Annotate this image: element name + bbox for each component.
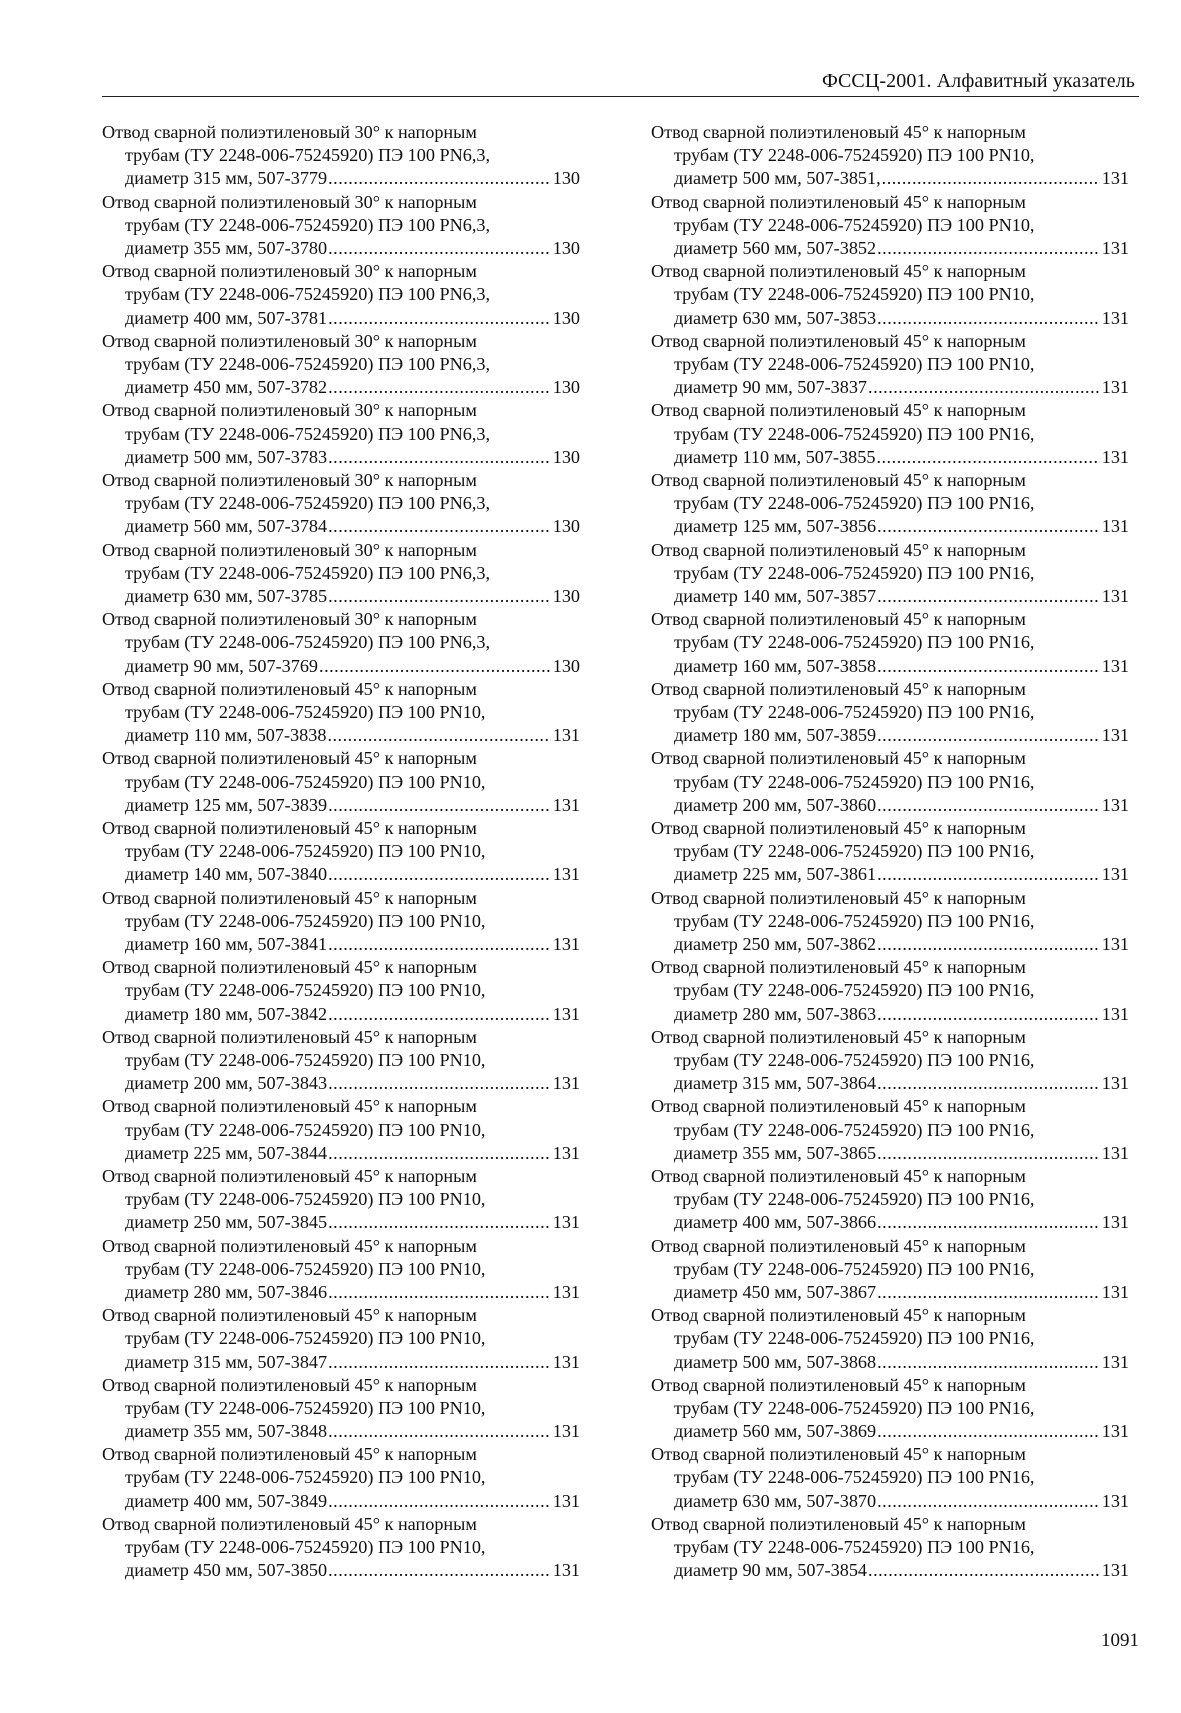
- entry-page-ref: 131: [1101, 1351, 1129, 1372]
- entry-diameter-code: диаметр 560 мм, 507-3869: [674, 1421, 877, 1442]
- entry-title-line: Отвод сварной полиэтиленовый 30° к напорным: [102, 122, 477, 142]
- index-entry: [651, 469, 1129, 539]
- entry-title-line: Отвод сварной полиэтиленовый 45° к напорным: [651, 887, 1026, 908]
- entry-spec-line: трубам (ТУ 2248-006-75245920) ПЭ 100 PN10,: [125, 701, 486, 722]
- page-number: 1091: [1101, 1630, 1139, 1651]
- entry-spec-line: трубам (ТУ 2248-006-75245920) ПЭ 100 PN10,: [674, 145, 1035, 166]
- dot-leader: [877, 1281, 1100, 1304]
- entry-diameter-code: диаметр 250 мм, 507-3862: [674, 933, 877, 954]
- entry-diameter-code: диаметр 140 мм, 507-3840: [125, 864, 328, 885]
- entry-diameter-code: диаметр 500 мм, 507-3868: [674, 1351, 877, 1372]
- entry-diameter-code: диаметр 180 мм, 507-3859: [674, 725, 877, 746]
- entry-spec-line: трубам (ТУ 2248-006-75245920) ПЭ 100 PN16,: [674, 632, 1035, 653]
- index-entry: [651, 1513, 1129, 1583]
- header-title: ФССЦ-2001. Алфавитный указатель: [822, 70, 1135, 92]
- entry-detail-line: [102, 585, 580, 608]
- dot-leader: [328, 237, 551, 260]
- entry-title-line: Отвод сварной полиэтиленовый 30° к напорным: [102, 469, 477, 490]
- entry-title-line: Отвод сварной полиэтиленовый 45° к напорным: [651, 678, 1026, 699]
- entry-page-ref: 131: [552, 1073, 580, 1094]
- entry-detail-line: [102, 1420, 580, 1443]
- entry-spec-line: трубам (ТУ 2248-006-75245920) ПЭ 100 PN16,: [674, 493, 1035, 514]
- index-entry: [102, 678, 580, 748]
- entry-title-line: Отвод сварной полиэтиленовый 45° к напорным: [102, 957, 477, 978]
- entry-title-line: Отвод сварной полиэтиленовый 45° к напорным: [651, 1026, 1026, 1047]
- dot-leader: [877, 1420, 1100, 1443]
- entry-spec-line: трубам (ТУ 2248-006-75245920) ПЭ 100 PN10,: [125, 910, 486, 931]
- entry-spec-line: трубам (ТУ 2248-006-75245920) ПЭ 100 PN16,: [674, 841, 1035, 862]
- index-entry: [102, 1513, 580, 1583]
- entry-diameter-code: диаметр 125 мм, 507-3839: [125, 794, 328, 815]
- entry-diameter-code: диаметр 400 мм, 507-3849: [125, 1490, 328, 1511]
- entry-diameter-code: диаметр 400 мм, 507-3781: [125, 307, 328, 328]
- entry-diameter-code: диаметр 90 мм, 507-3769: [125, 655, 319, 676]
- entry-title-line: Отвод сварной полиэтиленовый 45° к напорным: [651, 1165, 1026, 1186]
- entry-title-line: Отвод сварной полиэтиленовый 45° к напорным: [102, 1096, 477, 1117]
- entry-spec-line: трубам (ТУ 2248-006-75245920) ПЭ 100 PN16,: [674, 1328, 1035, 1349]
- entry-page-ref: 131: [1101, 1142, 1129, 1163]
- dot-leader: [877, 1142, 1100, 1165]
- entry-title-line: Отвод сварной полиэтиленовый 45° к напорным: [651, 957, 1026, 978]
- entry-page-ref: 131: [552, 794, 580, 815]
- dot-leader: [328, 585, 551, 608]
- dot-leader: [876, 446, 1099, 469]
- index-entry: [102, 1235, 580, 1305]
- entry-title-line: Отвод сварной полиэтиленовый 45° к напорным: [651, 1235, 1026, 1256]
- entry-detail-line: [651, 515, 1129, 538]
- entry-spec-line: трубам (ТУ 2248-006-75245920) ПЭ 100 PN6,3,: [125, 632, 491, 653]
- entry-detail-line: [102, 307, 580, 330]
- entry-page-ref: 131: [552, 1351, 580, 1372]
- entry-title-line: Отвод сварной полиэтиленовый 45° к напорным: [651, 1096, 1026, 1117]
- index-entry: [102, 539, 580, 609]
- entry-spec-line: трубам (ТУ 2248-006-75245920) ПЭ 100 PN10,: [125, 1328, 486, 1349]
- dot-leader: [328, 1420, 551, 1443]
- entry-detail-line: [651, 376, 1129, 399]
- entry-page-ref: 130: [552, 446, 580, 467]
- entry-detail-line: [651, 863, 1129, 886]
- entry-detail-line: [102, 515, 580, 538]
- entry-spec-line: трубам (ТУ 2248-006-75245920) ПЭ 100 PN16,: [674, 701, 1035, 722]
- entry-diameter-code: диаметр 250 мм, 507-3845: [125, 1212, 328, 1233]
- dot-leader: [328, 1211, 551, 1234]
- entry-page-ref: 130: [552, 307, 580, 328]
- dot-leader: [328, 1490, 551, 1513]
- entry-spec-line: трубам (ТУ 2248-006-75245920) ПЭ 100 PN10,: [125, 1189, 486, 1210]
- entry-page-ref: 131: [1101, 307, 1129, 328]
- entry-spec-line: трубам (ТУ 2248-006-75245920) ПЭ 100 PN16,: [674, 771, 1035, 792]
- entry-diameter-code: диаметр 560 мм, 507-3852: [674, 238, 877, 258]
- entry-detail-line: [651, 1351, 1129, 1374]
- index-entry: [651, 887, 1129, 957]
- entry-detail-line: [102, 655, 580, 678]
- entry-detail-line: [102, 167, 580, 190]
- entry-spec-line: трубам (ТУ 2248-006-75245920) ПЭ 100 PN6,3,: [125, 284, 491, 305]
- entry-title-line: Отвод сварной полиэтиленовый 30° к напорным: [102, 191, 477, 212]
- entry-page-ref: 130: [552, 655, 580, 676]
- entry-title-line: Отвод сварной полиэтиленовый 45° к напорным: [102, 1444, 477, 1465]
- index-entry: [102, 817, 580, 887]
- entry-detail-line: [102, 1211, 580, 1234]
- entry-diameter-code: диаметр 315 мм, 507-3847: [125, 1351, 328, 1372]
- index-entry: [651, 747, 1129, 817]
- entry-page-ref: 131: [1101, 168, 1129, 189]
- entry-page-ref: 130: [552, 516, 580, 537]
- dot-leader: [877, 863, 1100, 886]
- entry-title-line: Отвод сварной полиэтиленовый 45° к напорным: [651, 1513, 1026, 1534]
- entry-page-ref: 131: [552, 1142, 580, 1163]
- index-entry: [651, 191, 1129, 261]
- index-entry: [651, 260, 1129, 330]
- entry-page-ref: 131: [1101, 1212, 1129, 1233]
- entry-title-line: Отвод сварной полиэтиленовый 45° к напорным: [651, 1444, 1026, 1465]
- index-column-right: [651, 121, 1129, 1582]
- entry-page-ref: 130: [552, 168, 580, 189]
- entry-diameter-code: диаметр 500 мм, 507-3783: [125, 446, 328, 467]
- dot-leader: [328, 446, 551, 469]
- entry-title-line: Отвод сварной полиэтиленовый 45° к напорным: [102, 1374, 477, 1395]
- entry-detail-line: [102, 376, 580, 399]
- entry-title-line: Отвод сварной полиэтиленовый 45° к напорным: [651, 191, 1026, 212]
- entry-page-ref: 130: [552, 585, 580, 606]
- index-entry: [651, 817, 1129, 887]
- index-entry: [651, 121, 1129, 191]
- entry-page-ref: 131: [552, 864, 580, 885]
- entry-diameter-code: диаметр 560 мм, 507-3784: [125, 516, 328, 537]
- entry-spec-line: трубам (ТУ 2248-006-75245920) ПЭ 100 PN6,3,: [125, 493, 491, 514]
- dot-leader: [877, 655, 1100, 678]
- entry-page-ref: 131: [552, 1003, 580, 1024]
- index-entry: [102, 1443, 580, 1513]
- entry-detail-line: [102, 1351, 580, 1374]
- entry-diameter-code: диаметр 630 мм, 507-3870: [674, 1490, 877, 1511]
- entry-page-ref: 131: [552, 1490, 580, 1511]
- entry-diameter-code: диаметр 180 мм, 507-3842: [125, 1003, 328, 1024]
- entry-page-ref: 131: [1101, 1073, 1129, 1094]
- index-entry: [651, 1026, 1129, 1096]
- entry-spec-line: трубам (ТУ 2248-006-75245920) ПЭ 100 PN16,: [674, 1467, 1035, 1488]
- index-entry: [102, 1095, 580, 1165]
- entry-diameter-code: диаметр 160 мм, 507-3858: [674, 655, 877, 676]
- dot-leader: [877, 1072, 1100, 1095]
- dot-leader: [328, 863, 551, 886]
- index-entry: [102, 1026, 580, 1096]
- entry-page-ref: 131: [1101, 585, 1129, 606]
- entry-title-line: Отвод сварной полиэтиленовый 45° к напорным: [651, 1305, 1026, 1326]
- entry-page-ref: 131: [1101, 377, 1129, 398]
- entry-detail-line: [651, 933, 1129, 956]
- index-entry: [651, 539, 1129, 609]
- entry-spec-line: трубам (ТУ 2248-006-75245920) ПЭ 100 PN16,: [674, 910, 1035, 931]
- entry-detail-line: [102, 237, 580, 260]
- entry-diameter-code: диаметр 355 мм, 507-3780: [125, 238, 328, 258]
- entry-detail-line: [102, 724, 580, 747]
- entry-page-ref: 131: [1101, 238, 1129, 258]
- entry-spec-line: трубам (ТУ 2248-006-75245920) ПЭ 100 PN16,: [674, 423, 1035, 444]
- entry-diameter-code: диаметр 355 мм, 507-3848: [125, 1421, 328, 1442]
- index-entry: [651, 1165, 1129, 1235]
- entry-detail-line: [651, 1490, 1129, 1513]
- entry-spec-line: трубам (ТУ 2248-006-75245920) ПЭ 100 PN16,: [674, 1258, 1035, 1279]
- entry-diameter-code: диаметр 630 мм, 507-3785: [125, 585, 328, 606]
- entry-diameter-code: диаметр 110 мм, 507-3838: [125, 725, 327, 746]
- entry-page-ref: 131: [552, 1560, 580, 1581]
- entry-page-ref: 131: [1101, 794, 1129, 815]
- entry-detail-line: [651, 1072, 1129, 1095]
- entry-diameter-code: диаметр 500 мм, 507-3851,: [674, 168, 881, 189]
- entry-diameter-code: диаметр 450 мм, 507-3782: [125, 377, 328, 398]
- entry-title-line: Отвод сварной полиэтиленовый 45° к напорным: [651, 330, 1026, 351]
- entry-diameter-code: диаметр 110 мм, 507-3855: [674, 446, 876, 467]
- entry-title-line: Отвод сварной полиэтиленовый 45° к напорным: [651, 1374, 1026, 1395]
- entry-title-line: Отвод сварной полиэтиленовый 30° к напорным: [102, 261, 477, 282]
- dot-leader: [328, 1003, 551, 1026]
- index-entry: [102, 399, 580, 469]
- entry-detail-line: [651, 585, 1129, 608]
- entry-detail-line: [102, 933, 580, 956]
- entry-title-line: Отвод сварной полиэтиленовый 45° к напорным: [102, 1165, 477, 1186]
- index-entry: [651, 956, 1129, 1026]
- index-entry: [102, 121, 580, 191]
- index-entry: [651, 1095, 1129, 1165]
- entry-detail-line: [102, 794, 580, 817]
- entry-title-line: Отвод сварной полиэтиленовый 30° к напорным: [102, 539, 477, 560]
- header-rule: [102, 96, 1139, 97]
- entry-diameter-code: диаметр 200 мм, 507-3860: [674, 794, 877, 815]
- entry-diameter-code: диаметр 160 мм, 507-3841: [125, 933, 328, 954]
- dot-leader: [877, 515, 1100, 538]
- entry-spec-line: трубам (ТУ 2248-006-75245920) ПЭ 100 PN16,: [674, 1397, 1035, 1418]
- entry-detail-line: [651, 167, 1129, 190]
- entry-diameter-code: диаметр 315 мм, 507-3864: [674, 1073, 877, 1094]
- dot-leader: [319, 655, 551, 678]
- entry-spec-line: трубам (ТУ 2248-006-75245920) ПЭ 100 PN16,: [674, 980, 1035, 1001]
- entry-page-ref: 131: [1101, 725, 1129, 746]
- entry-detail-line: [102, 1559, 580, 1582]
- entry-spec-line: трубам (ТУ 2248-006-75245920) ПЭ 100 PN10,: [125, 1258, 486, 1279]
- entry-page-ref: 131: [1101, 1421, 1129, 1442]
- dot-leader: [328, 307, 551, 330]
- entry-spec-line: трубам (ТУ 2248-006-75245920) ПЭ 100 PN16,: [674, 562, 1035, 583]
- entry-page-ref: 131: [1101, 1281, 1129, 1302]
- dot-leader: [328, 167, 551, 190]
- entry-spec-line: трубам (ТУ 2248-006-75245920) ПЭ 100 PN10,: [125, 1537, 486, 1558]
- entry-detail-line: [102, 863, 580, 886]
- entry-detail-line: [102, 1490, 580, 1513]
- dot-leader: [328, 794, 551, 817]
- index-entry: [102, 191, 580, 261]
- entry-page-ref: 131: [552, 1421, 580, 1442]
- dot-leader: [877, 794, 1100, 817]
- entry-diameter-code: диаметр 630 мм, 507-3853: [674, 307, 877, 328]
- entry-diameter-code: диаметр 125 мм, 507-3856: [674, 516, 877, 537]
- entry-diameter-code: диаметр 315 мм, 507-3779: [125, 168, 328, 189]
- entry-detail-line: [651, 446, 1129, 469]
- index-entry: [651, 399, 1129, 469]
- entry-title-line: Отвод сварной полиэтиленовый 45° к напорным: [651, 609, 1026, 630]
- dot-leader: [328, 1559, 551, 1582]
- dot-leader: [882, 167, 1100, 190]
- entry-spec-line: трубам (ТУ 2248-006-75245920) ПЭ 100 PN10,: [125, 1467, 486, 1488]
- entry-spec-line: трубам (ТУ 2248-006-75245920) ПЭ 100 PN16,: [674, 1049, 1035, 1070]
- entry-spec-line: трубам (ТУ 2248-006-75245920) ПЭ 100 PN10,: [125, 771, 486, 792]
- entry-diameter-code: диаметр 225 мм, 507-3861: [674, 864, 877, 885]
- entry-page-ref: 131: [552, 1212, 580, 1233]
- entry-detail-line: [651, 1420, 1129, 1443]
- entry-page-ref: 131: [1101, 446, 1129, 467]
- entry-title-line: Отвод сварной полиэтиленовый 45° к напорным: [651, 261, 1026, 282]
- entry-spec-line: трубам (ТУ 2248-006-75245920) ПЭ 100 PN10,: [125, 1049, 486, 1070]
- dot-leader: [327, 724, 550, 747]
- index-column-left: [102, 121, 580, 1582]
- dot-leader: [328, 515, 551, 538]
- index-entry: [651, 1235, 1129, 1305]
- entry-page-ref: 131: [552, 725, 580, 746]
- entry-detail-line: [651, 1003, 1129, 1026]
- entry-title-line: Отвод сварной полиэтиленовый 45° к напорным: [102, 817, 477, 838]
- index-entry: [102, 1165, 580, 1235]
- entry-diameter-code: диаметр 355 мм, 507-3865: [674, 1142, 877, 1163]
- entry-title-line: Отвод сварной полиэтиленовый 45° к напорным: [651, 469, 1026, 490]
- entry-diameter-code: диаметр 400 мм, 507-3866: [674, 1212, 877, 1233]
- entry-title-line: Отвод сварной полиэтиленовый 30° к напорным: [102, 400, 477, 421]
- entry-title-line: Отвод сварной полиэтиленовый 45° к напорным: [651, 748, 1026, 769]
- index-entry: [651, 1443, 1129, 1513]
- entry-diameter-code: диаметр 450 мм, 507-3867: [674, 1281, 877, 1302]
- entry-diameter-code: диаметр 225 мм, 507-3844: [125, 1142, 328, 1163]
- entry-detail-line: [651, 1211, 1129, 1234]
- entry-title-line: Отвод сварной полиэтиленовый 45° к напорным: [102, 1305, 477, 1326]
- entry-diameter-code: диаметр 140 мм, 507-3857: [674, 585, 877, 606]
- entry-detail-line: [651, 1281, 1129, 1304]
- entry-spec-line: трубам (ТУ 2248-006-75245920) ПЭ 100 PN6,3,: [125, 214, 491, 235]
- index-entry: [102, 330, 580, 400]
- dot-leader: [877, 724, 1100, 747]
- index-entry: [651, 1374, 1129, 1444]
- entry-spec-line: трубам (ТУ 2248-006-75245920) ПЭ 100 PN10,: [125, 1397, 486, 1418]
- index-entry: [102, 260, 580, 330]
- entry-spec-line: трубам (ТУ 2248-006-75245920) ПЭ 100 PN16,: [674, 1119, 1035, 1140]
- entry-title-line: Отвод сварной полиэтиленовый 45° к напорным: [651, 539, 1026, 560]
- entry-spec-line: трубам (ТУ 2248-006-75245920) ПЭ 100 PN16,: [674, 1189, 1035, 1210]
- dot-leader: [877, 1003, 1100, 1026]
- entry-title-line: Отвод сварной полиэтиленовый 30° к напорным: [102, 609, 477, 630]
- entry-diameter-code: диаметр 200 мм, 507-3843: [125, 1073, 328, 1094]
- entry-page-ref: 131: [1101, 655, 1129, 676]
- entry-title-line: Отвод сварной полиэтиленовый 45° к напорным: [102, 748, 477, 769]
- index-entry: [651, 608, 1129, 678]
- index-entry: [651, 678, 1129, 748]
- entry-page-ref: 131: [1101, 516, 1129, 537]
- entry-detail-line: [102, 1003, 580, 1026]
- entry-spec-line: трубам (ТУ 2248-006-75245920) ПЭ 100 PN6,3,: [125, 353, 491, 374]
- index-entry: [102, 608, 580, 678]
- index-entry: [102, 1374, 580, 1444]
- entry-detail-line: [102, 1142, 580, 1165]
- entry-diameter-code: диаметр 280 мм, 507-3863: [674, 1003, 877, 1024]
- index-entry: [102, 1304, 580, 1374]
- entry-spec-line: трубам (ТУ 2248-006-75245920) ПЭ 100 PN10,: [674, 284, 1035, 305]
- entry-page-ref: 131: [1101, 1560, 1129, 1581]
- dot-leader: [877, 933, 1100, 956]
- entry-page-ref: 131: [1101, 933, 1129, 954]
- index-entry: [102, 747, 580, 817]
- dot-leader: [877, 585, 1100, 608]
- entry-title-line: Отвод сварной полиэтиленовый 30° к напорным: [102, 330, 477, 351]
- dot-leader: [328, 1072, 551, 1095]
- entry-diameter-code: диаметр 280 мм, 507-3846: [125, 1281, 328, 1302]
- entry-spec-line: трубам (ТУ 2248-006-75245920) ПЭ 100 PN10,: [674, 214, 1035, 235]
- entry-detail-line: [651, 655, 1129, 678]
- entry-detail-line: [651, 724, 1129, 747]
- index-entry: [651, 1304, 1129, 1374]
- entry-spec-line: трубам (ТУ 2248-006-75245920) ПЭ 100 PN16,: [674, 1537, 1035, 1558]
- dot-leader: [328, 376, 551, 399]
- entry-page-ref: 131: [1101, 864, 1129, 885]
- entry-page-ref: 130: [552, 238, 580, 258]
- entry-diameter-code: диаметр 450 мм, 507-3850: [125, 1560, 328, 1581]
- entry-diameter-code: диаметр 90 мм, 507-3854: [674, 1560, 868, 1581]
- entry-title-line: Отвод сварной полиэтиленовый 45° к напорным: [102, 1513, 477, 1534]
- entry-detail-line: [102, 1072, 580, 1095]
- entry-spec-line: трубам (ТУ 2248-006-75245920) ПЭ 100 PN6,3,: [125, 562, 491, 583]
- entry-title-line: Отвод сварной полиэтиленовый 45° к напорным: [102, 887, 477, 908]
- entry-detail-line: [651, 237, 1129, 260]
- entry-page-ref: 131: [1101, 1003, 1129, 1024]
- entry-detail-line: [651, 1559, 1129, 1582]
- entry-detail-line: [102, 1281, 580, 1304]
- index-entry: [102, 956, 580, 1026]
- dot-leader: [877, 307, 1100, 330]
- dot-leader: [328, 933, 551, 956]
- entry-detail-line: [102, 446, 580, 469]
- index-entry: [102, 469, 580, 539]
- dot-leader: [328, 1351, 551, 1374]
- entry-page-ref: 131: [552, 933, 580, 954]
- entry-page-ref: 131: [552, 1281, 580, 1302]
- entry-page-ref: 130: [552, 377, 580, 398]
- entry-title-line: Отвод сварной полиэтиленовый 45° к напорным: [102, 678, 477, 699]
- entry-spec-line: трубам (ТУ 2248-006-75245920) ПЭ 100 PN6,3,: [125, 145, 491, 166]
- dot-leader: [877, 1351, 1100, 1374]
- entry-page-ref: 131: [1101, 1490, 1129, 1511]
- dot-leader: [328, 1142, 551, 1165]
- dot-leader: [868, 376, 1100, 399]
- entry-detail-line: [651, 1142, 1129, 1165]
- entry-spec-line: трубам (ТУ 2248-006-75245920) ПЭ 100 PN6,3,: [125, 423, 491, 444]
- entry-diameter-code: диаметр 90 мм, 507-3837: [674, 377, 868, 398]
- entry-title-line: Отвод сварной полиэтиленовый 45° к напорным: [651, 122, 1026, 142]
- entry-spec-line: трубам (ТУ 2248-006-75245920) ПЭ 100 PN10,: [125, 1119, 486, 1140]
- dot-leader: [877, 237, 1100, 260]
- entry-title-line: Отвод сварной полиэтиленовый 45° к напорным: [102, 1026, 477, 1047]
- entry-title-line: Отвод сварной полиэтиленовый 45° к напорным: [651, 400, 1026, 421]
- index-entry: [651, 330, 1129, 400]
- entry-title-line: Отвод сварной полиэтиленовый 45° к напорным: [651, 817, 1026, 838]
- dot-leader: [877, 1211, 1100, 1234]
- dot-leader: [877, 1490, 1100, 1513]
- entry-detail-line: [651, 794, 1129, 817]
- index-entry: [102, 887, 580, 957]
- entry-spec-line: трубам (ТУ 2248-006-75245920) ПЭ 100 PN10,: [125, 841, 486, 862]
- entry-spec-line: трубам (ТУ 2248-006-75245920) ПЭ 100 PN10,: [125, 980, 486, 1001]
- entry-detail-line: [651, 307, 1129, 330]
- entry-spec-line: трубам (ТУ 2248-006-75245920) ПЭ 100 PN10,: [674, 353, 1035, 374]
- dot-leader: [868, 1559, 1100, 1582]
- dot-leader: [328, 1281, 551, 1304]
- entry-title-line: Отвод сварной полиэтиленовый 45° к напорным: [102, 1235, 477, 1256]
